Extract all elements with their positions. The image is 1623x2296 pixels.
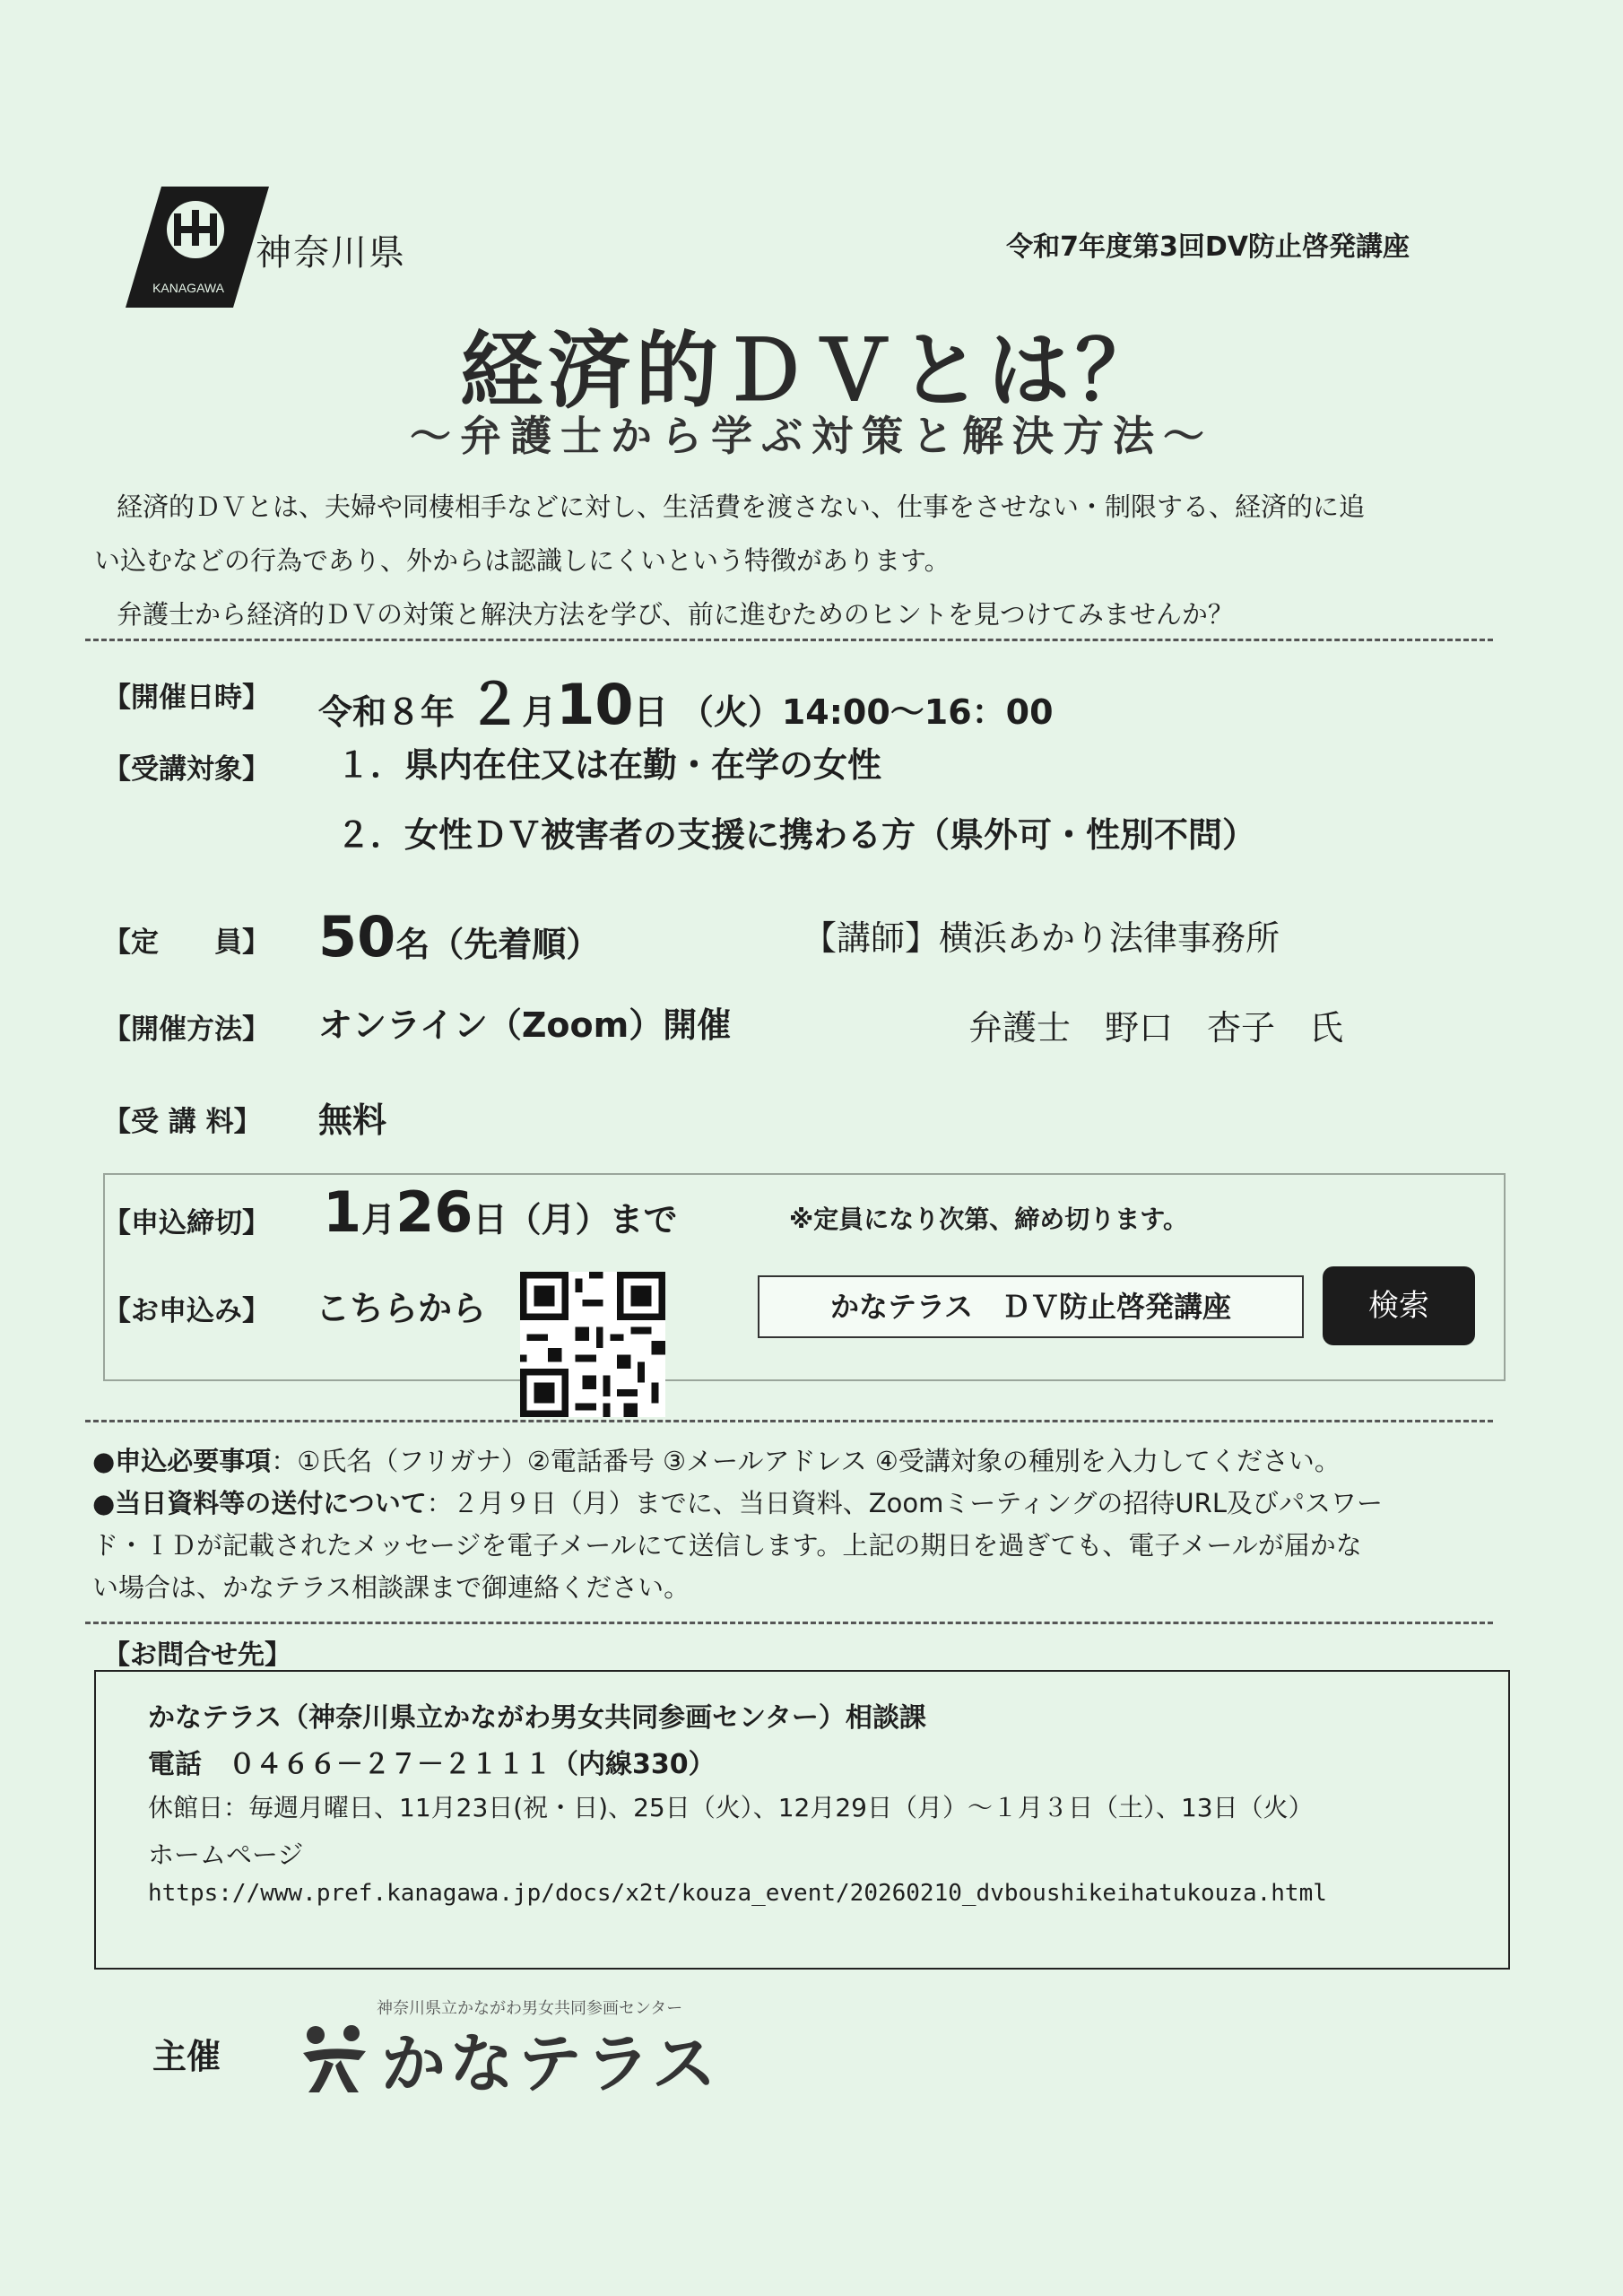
intro-line-1: 経済的ＤＶとは、夫婦や同棲相手などに対し、生活費を渡さない、仕事をさせない・制限する、経済的に追 xyxy=(117,491,1366,522)
host-label: 主催 xyxy=(152,2037,221,2076)
logo-caption: KANAGAWA xyxy=(152,281,224,295)
intro-line-2: い込むなどの行為であり、外からは認識しにくいという特徴があります。 xyxy=(94,545,950,576)
note-required-items xyxy=(92,1440,1491,1483)
divider xyxy=(85,1622,1493,1624)
qr-code-icon[interactable] xyxy=(520,1272,665,1417)
date-month-unit: 月 xyxy=(522,692,557,732)
note-1-body: ：①氏名（フリガナ）②電話番号 ③メールアドレス ④受講対象の種別を入力してください。 xyxy=(271,1446,1341,1476)
apply-label: 【お申込み】 xyxy=(103,1295,270,1327)
kanagawa-logo-icon xyxy=(126,187,269,308)
kanaterasu-logo xyxy=(296,1996,780,2101)
method-label: 【開催方法】 xyxy=(103,1013,270,1046)
page-title: 経済的ＤＶとは？ xyxy=(459,323,1163,419)
note-materials xyxy=(92,1483,1491,1525)
capacity-unit: 名（先着順） xyxy=(395,925,601,964)
deadline-note: ※定員になり次第、締め切ります。 xyxy=(789,1205,1188,1234)
deadline xyxy=(323,1179,677,1245)
series-title: 令和7年度第3回DV防止啓発講座 xyxy=(1006,231,1410,263)
fee-label: 【受 講 料】 xyxy=(103,1106,262,1138)
note-2-line-3: い場合は、かなテラス相談課まで御連絡ください。 xyxy=(92,1572,690,1603)
apply-link-text[interactable]: こちらから xyxy=(316,1289,487,1328)
date-post: （火）14:00～16：00 xyxy=(679,692,1054,732)
capacity-label: 【定 員】 xyxy=(103,926,270,959)
fee: 無料 xyxy=(318,1100,387,1140)
search-input[interactable]: かなテラス ＤＶ防止啓発講座 xyxy=(758,1275,1304,1338)
notes xyxy=(92,1440,1491,1609)
note-2-body: ：２月９日（月）までに、当日資料、Zoomミーティングの招待URL及びパスワー xyxy=(426,1488,1383,1518)
event-method: オンライン（Zoom）開催 xyxy=(318,1005,732,1045)
page-subtitle: ～弁護士から学ぶ対策と解決方法～ xyxy=(410,412,1213,460)
host-logo-small: 神奈川県立かながわ男女共同参画センター xyxy=(377,1999,683,2018)
deadline-day: 26 xyxy=(395,1179,473,1245)
capacity-number: 50 xyxy=(318,904,396,970)
contact-org: かなテラス（神奈川県立かながわ男女共同参画センター）相談課 xyxy=(148,1702,926,1734)
date-label: 【開催日時】 xyxy=(103,682,270,714)
contact-hp-label: ホームページ xyxy=(148,1839,304,1870)
contact-closed-days: 休館日：毎週月曜日、11月23日(祝・日)、25日（火）、12月29日（月）～１月３日（土）、13日（火） xyxy=(148,1793,1314,1822)
search-button[interactable]: 検索 xyxy=(1323,1266,1475,1345)
lecturer-name: 弁護士 野口 杏子 氏 xyxy=(968,1008,1344,1048)
note-2-head: ●当日資料等の送付について xyxy=(92,1488,427,1518)
event-date xyxy=(318,660,1054,740)
divider xyxy=(85,1420,1493,1422)
target-label: 【受講対象】 xyxy=(103,753,270,786)
contact-label: 【お問合せ先】 xyxy=(103,1639,291,1671)
date-day: 10 xyxy=(556,672,634,737)
note-2-line-2: ド・ＩＤが記載されたメッセージを電子メールにて送信します。上記の期日を過ぎても、電子メールが届かな xyxy=(92,1530,1362,1561)
date-pre: 令和８年 xyxy=(318,692,456,732)
target-item-2: ２．女性ＤＶ被害者の支援に携わる方（県外可・性別不問） xyxy=(336,815,1257,855)
date-day-unit: 日 xyxy=(633,692,668,732)
date-month: ２ xyxy=(466,672,523,737)
deadline-month: 1 xyxy=(323,1179,362,1245)
host-logo-text: かなテラス xyxy=(381,2026,720,2101)
kanaterasu-figure-icon xyxy=(296,2021,377,2094)
capacity xyxy=(318,904,600,970)
intro-line-3: 弁護士から経済的ＤＶの対策と解決方法を学び、前に進むためのヒントを見つけてみませんか？ xyxy=(117,599,1234,630)
deadline-label: 【申込締切】 xyxy=(103,1207,270,1239)
deadline-month-unit: 月 xyxy=(361,1200,396,1239)
prefecture-name: 神奈川県 xyxy=(256,232,406,274)
contact-url-link[interactable]: https://www.pref.kanagawa.jp/docs/x2t/kouza_event/20260210_dvboushikeihatukouza.html xyxy=(148,1880,1327,1907)
deadline-post: 日（月）まで xyxy=(473,1200,678,1239)
target-item-1: １．県内在住又は在勤・在学の女性 xyxy=(336,745,882,785)
lecturer-office: 【講師】横浜あかり法律事務所 xyxy=(803,918,1280,958)
divider xyxy=(85,639,1493,641)
intro-text xyxy=(94,480,1462,641)
contact-box xyxy=(94,1670,1510,1970)
note-1-head: ●申込必要事項 xyxy=(92,1446,272,1476)
contact-phone: 電話 ０４６６－２７－２１１１（内線330） xyxy=(148,1749,716,1780)
